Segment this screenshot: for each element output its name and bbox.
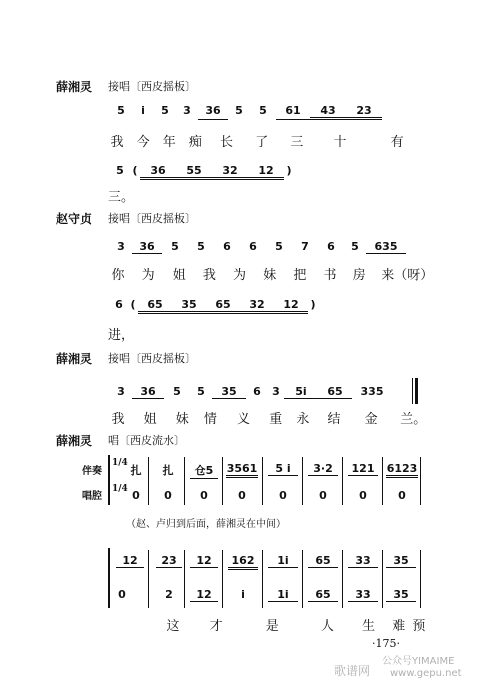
tune-cue: 接唱〔西皮摇板〕 <box>108 352 196 365</box>
singer-name: 薛湘灵 <box>56 434 93 448</box>
note: 61 <box>276 104 310 120</box>
notation-line: 3 36 5 5 6 6 5 7 6 5 635 <box>110 240 406 254</box>
row-label: 伴奏 <box>82 466 102 477</box>
note: 3 <box>183 104 191 117</box>
notation-line: 5 ( 36 55 32 12 ) <box>110 164 294 180</box>
notation-line: 6 ( 65 35 65 32 12 ) <box>110 298 318 314</box>
tune-cue: 接唱〔西皮摇板〕 <box>108 212 196 225</box>
row-label: 唱腔 <box>82 491 102 502</box>
watermark: www.gepu.net <box>390 668 462 679</box>
note: i <box>141 104 145 117</box>
notation-line <box>110 104 382 120</box>
lyrics-line: 进， <box>108 328 135 343</box>
singer-name: 薛湘灵 <box>56 80 93 94</box>
singer-name: 薛湘灵 <box>56 352 93 366</box>
note: 43 <box>310 104 346 120</box>
lyrics-line: 你 为 姐 我 为 妹 把 书 房 来（呀） <box>111 268 434 283</box>
singer-name: 赵守贞 <box>56 212 93 226</box>
tune-cue: 接唱〔西皮摇板〕 <box>108 80 196 93</box>
lyrics-line: 我 今 年 痴 长 了 三 十 有 <box>110 135 404 150</box>
stage-direction: （赵、卢归到后面，薛湘灵在中间） <box>126 519 286 530</box>
lyrics-line: 三。 <box>108 190 135 205</box>
note: 36 <box>198 104 228 120</box>
barline-end <box>415 378 418 404</box>
note: 5 <box>161 104 169 117</box>
note: 5 <box>259 104 267 117</box>
notation-line: 3 36 5 5 35 6 3 5i 65 335 <box>117 385 384 398</box>
watermark: 公众号YIMAIME <box>382 656 455 667</box>
page-number: ·175· <box>372 637 400 650</box>
time-signature: 1/4 <box>112 484 128 494</box>
tune-cue: 唱〔西皮流水〕 <box>108 434 185 447</box>
note: 5 <box>117 104 125 117</box>
lyrics-line: 我 姐 妹 情 义 重 永 结 金 兰。 <box>111 412 427 427</box>
system-bracket <box>108 455 110 505</box>
note: 5 <box>235 104 243 117</box>
system-bracket <box>108 548 110 608</box>
watermark: 歌谱网 <box>334 664 371 678</box>
note: 23 <box>346 104 382 120</box>
lyrics-line: 这 才 是 人 生 难 预 <box>166 619 426 634</box>
barline <box>412 378 413 404</box>
time-signature: 1/4 <box>112 458 128 468</box>
